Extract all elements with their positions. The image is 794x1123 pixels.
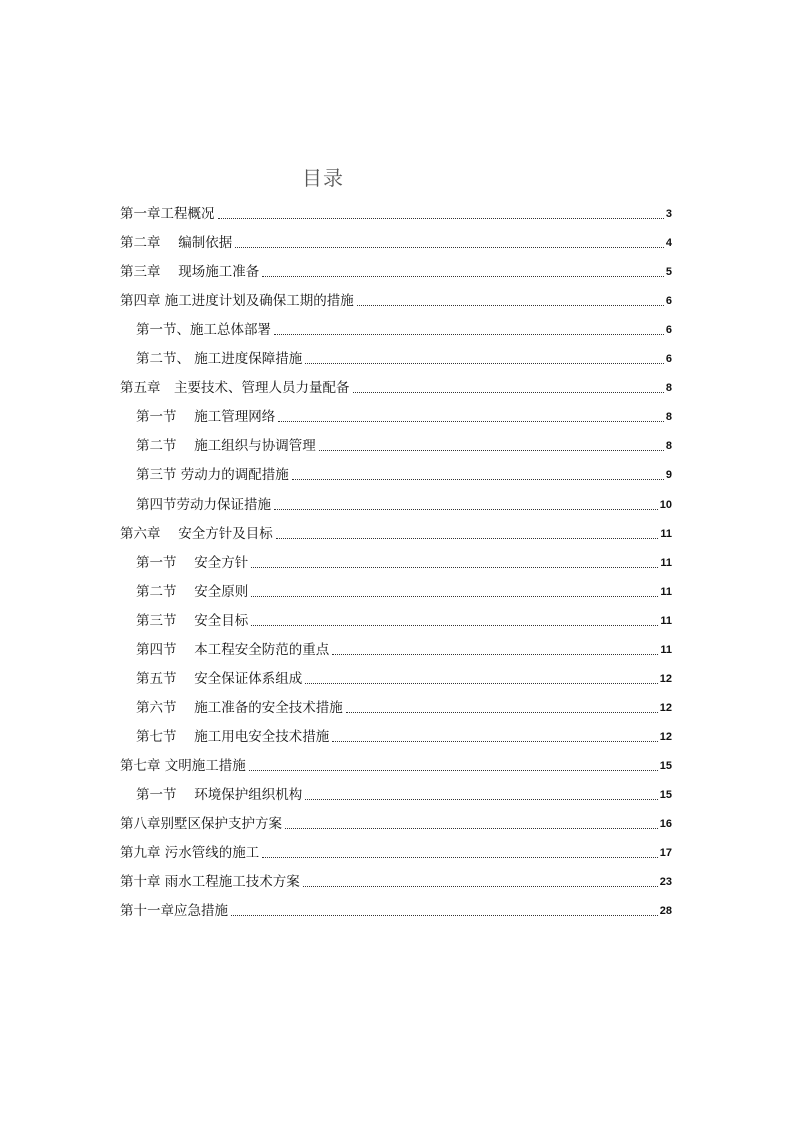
toc-page-number: 11	[660, 585, 672, 598]
toc-dot-leader	[235, 247, 664, 248]
toc-entry-title: 第九章 污水管线的施工	[120, 845, 260, 862]
toc-page-number: 23	[659, 876, 672, 889]
toc-dot-leader	[285, 828, 658, 829]
toc-chapter-entry[interactable]	[120, 863, 672, 892]
toc-section-entry[interactable]	[120, 631, 672, 660]
toc-section-entry[interactable]	[120, 398, 672, 427]
toc-page-number: 5	[665, 266, 672, 279]
table-of-contents	[120, 195, 672, 921]
toc-page-number: 9	[665, 469, 672, 482]
toc-page-number: 12	[659, 701, 672, 714]
toc-entry-title: 第三节 劳动力的调配措施	[136, 467, 289, 484]
toc-entry-title: 第一节 施工管理网络	[136, 409, 276, 426]
toc-entry-title: 第三节 安全目标	[136, 612, 249, 629]
toc-page-number: 11	[660, 556, 672, 569]
toc-dot-leader	[319, 450, 664, 451]
toc-page-number: 28	[659, 905, 672, 918]
toc-section-entry[interactable]	[120, 602, 672, 631]
toc-page-number: 15	[659, 759, 672, 772]
toc-section-entry[interactable]	[120, 544, 672, 573]
toc-entry-title: 第一节、施工总体部署	[136, 322, 271, 339]
toc-section-entry[interactable]	[120, 485, 672, 514]
toc-dot-leader	[251, 567, 658, 568]
toc-dot-leader	[276, 538, 659, 539]
toc-section-entry[interactable]	[120, 689, 672, 718]
toc-page-number: 12	[659, 730, 672, 743]
toc-entry-title: 第三章 现场施工准备	[120, 264, 260, 281]
toc-page-number: 11	[660, 527, 672, 540]
toc-section-entry[interactable]	[120, 456, 672, 485]
toc-chapter-entry[interactable]	[120, 515, 672, 544]
toc-section-entry[interactable]	[120, 311, 672, 340]
toc-entry-title: 第二节、 施工进度保障措施	[136, 351, 303, 368]
toc-entry-title: 第四章 施工进度计划及确保工期的措施	[120, 293, 354, 310]
toc-entry-title: 第一节 环境保护组织机构	[136, 786, 303, 803]
toc-dot-leader	[346, 712, 658, 713]
toc-entry-title: 第五节 安全保证体系组成	[136, 670, 303, 687]
toc-dot-leader	[305, 683, 657, 684]
toc-page-number: 6	[665, 353, 672, 366]
toc-dot-leader	[332, 741, 657, 742]
toc-page-number: 4	[665, 237, 672, 250]
toc-chapter-entry[interactable]	[120, 253, 672, 282]
toc-page-number: 8	[665, 440, 672, 453]
toc-chapter-entry[interactable]	[120, 282, 672, 311]
toc-dot-leader	[262, 857, 657, 858]
toc-chapter-entry[interactable]	[120, 369, 672, 398]
toc-section-entry[interactable]	[120, 427, 672, 456]
toc-page-number: 11	[660, 643, 672, 656]
toc-page-number: 6	[665, 324, 672, 337]
toc-entry-title: 第十章 雨水工程施工技术方案	[120, 874, 300, 891]
toc-dot-leader	[305, 363, 664, 364]
toc-entry-title: 第五章 主要技术、管理人员力量配备	[120, 380, 350, 397]
toc-dot-leader	[305, 799, 657, 800]
toc-dot-leader	[251, 596, 658, 597]
toc-entry-title: 第一节 安全方针	[136, 554, 249, 571]
toc-dot-leader	[303, 886, 658, 887]
toc-page-number: 12	[659, 672, 672, 685]
toc-entry-title: 第六节 施工准备的安全技术措施	[136, 699, 343, 716]
toc-entry-title: 第二节 施工组织与协调管理	[136, 438, 316, 455]
toc-entry-title: 第八章别墅区保护支护方案	[120, 816, 282, 833]
toc-dot-leader	[218, 218, 664, 219]
toc-dot-leader	[357, 305, 664, 306]
toc-page-number: 17	[659, 847, 672, 860]
toc-page-number: 16	[659, 818, 672, 831]
toc-page-number: 8	[665, 411, 672, 424]
toc-entry-title: 第一章工程概况	[120, 206, 215, 223]
toc-dot-leader	[332, 654, 658, 655]
toc-page-number: 3	[665, 208, 672, 221]
toc-page-number: 8	[665, 382, 672, 395]
toc-title: 目录	[302, 166, 344, 190]
toc-chapter-entry[interactable]	[120, 892, 672, 921]
toc-page-number: 15	[659, 788, 672, 801]
toc-entry-title: 第七章 文明施工措施	[120, 757, 246, 774]
toc-section-entry[interactable]	[120, 573, 672, 602]
toc-entry-title: 第二章 编制依据	[120, 235, 233, 252]
toc-section-entry[interactable]	[120, 660, 672, 689]
toc-dot-leader	[274, 334, 664, 335]
toc-chapter-entry[interactable]	[120, 805, 672, 834]
toc-chapter-entry[interactable]	[120, 195, 672, 224]
toc-entry-title: 第七节 施工用电安全技术措施	[136, 728, 330, 745]
toc-chapter-entry[interactable]	[120, 224, 672, 253]
toc-entry-title: 第十一章应急措施	[120, 903, 228, 920]
toc-dot-leader	[249, 770, 658, 771]
toc-dot-leader	[251, 625, 658, 626]
toc-dot-leader	[262, 276, 664, 277]
toc-page-number: 11	[660, 614, 672, 627]
toc-entry-title: 第二节 安全原则	[136, 583, 249, 600]
toc-section-entry[interactable]	[120, 776, 672, 805]
toc-entry-title: 第四节 本工程安全防范的重点	[136, 641, 330, 658]
toc-dot-leader	[292, 479, 664, 480]
toc-section-entry[interactable]	[120, 340, 672, 369]
toc-chapter-entry[interactable]	[120, 834, 672, 863]
toc-page-number: 6	[665, 295, 672, 308]
toc-page-number: 10	[659, 498, 672, 511]
toc-dot-leader	[353, 392, 664, 393]
toc-dot-leader	[278, 421, 664, 422]
toc-dot-leader	[231, 915, 658, 916]
toc-entry-title: 第四节劳动力保证措施	[136, 496, 271, 513]
toc-entry-title: 第六章 安全方针及目标	[120, 525, 273, 542]
toc-dot-leader	[274, 509, 658, 510]
toc-section-entry[interactable]	[120, 718, 672, 747]
toc-chapter-entry[interactable]	[120, 747, 672, 776]
